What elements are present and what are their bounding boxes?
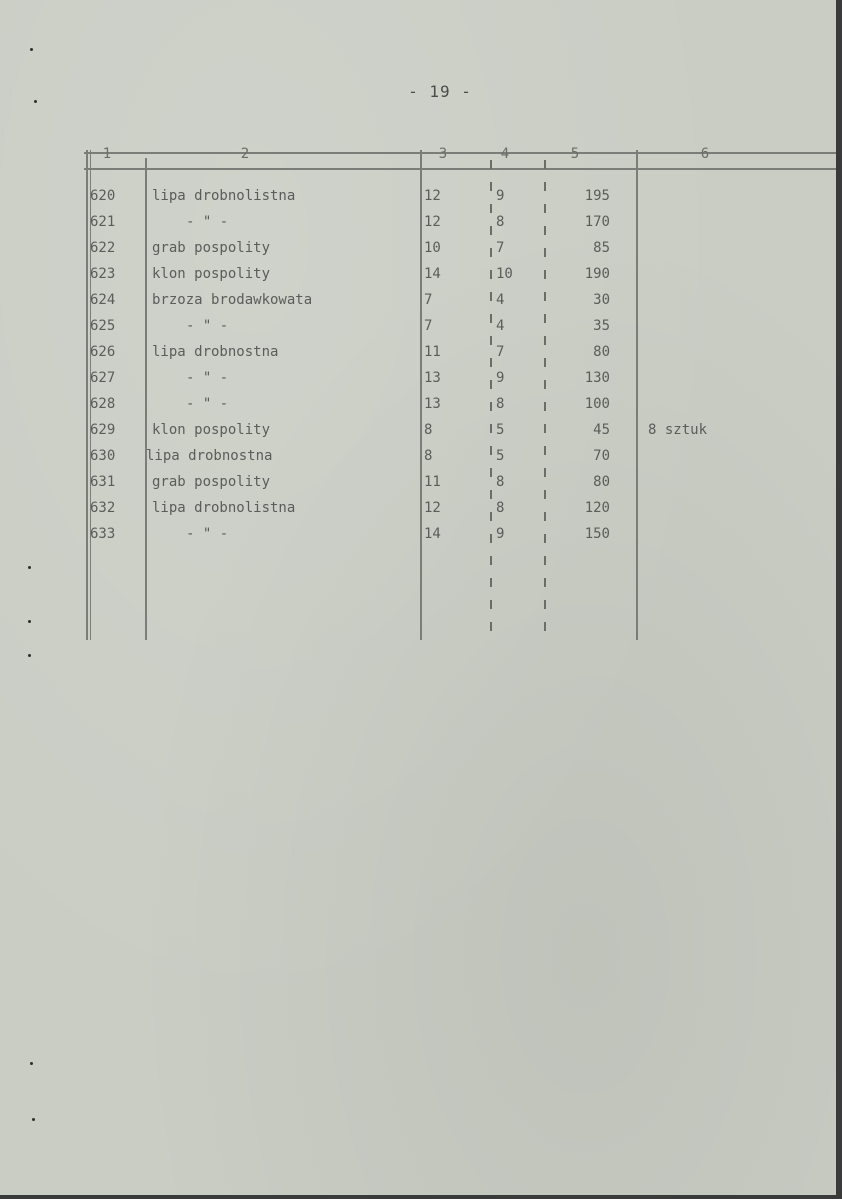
table-row (0, 474, 842, 500)
row-number: 629 (90, 422, 116, 438)
table-row (0, 318, 842, 344)
row-number: 620 (90, 188, 116, 204)
table-row (0, 214, 842, 240)
table-row (0, 396, 842, 422)
species-name: - " - (186, 396, 229, 412)
row-number: 621 (90, 214, 116, 230)
page-number: - 19 - (408, 82, 472, 101)
row-number: 627 (90, 370, 116, 386)
col-5-value: 120 (584, 500, 610, 516)
col-5-value: 170 (584, 214, 610, 230)
paper-speck (30, 1062, 33, 1065)
table-row (0, 344, 842, 370)
row-number: 632 (90, 500, 116, 516)
col-5-value: 45 (593, 422, 610, 438)
row-number: 633 (90, 526, 116, 542)
paper-speck (28, 566, 31, 569)
col-4-value: 8 (496, 396, 505, 412)
col-3-value: 12 (424, 188, 441, 204)
header-col-6: 6 (700, 146, 710, 162)
row-number: 631 (90, 474, 116, 490)
col-4-value: 8 (496, 500, 505, 516)
table-row (0, 266, 842, 292)
species-name: - " - (186, 214, 229, 230)
col-4-value: 10 (496, 266, 513, 282)
col-4-value: 4 (496, 292, 505, 308)
col-4-value: 9 (496, 188, 505, 204)
col-4-value: 5 (496, 422, 505, 438)
col-3-value: 7 (424, 292, 433, 308)
species-name: brzoza brodawkowata (152, 292, 313, 308)
col-4-value: 8 (496, 474, 505, 490)
species-name: grab pospolity (152, 474, 271, 490)
col-3-value: 7 (424, 318, 433, 334)
paper-speck (28, 620, 31, 623)
header-col-2: 2 (240, 146, 250, 162)
col-4-value: 7 (496, 344, 505, 360)
col-5-value: 100 (584, 396, 610, 412)
col-3-value: 12 (424, 500, 441, 516)
row-number: 624 (90, 292, 116, 308)
col-3-value: 8 (424, 448, 433, 464)
col-3-value: 14 (424, 526, 441, 542)
col-5-value: 195 (584, 188, 610, 204)
species-name: klon pospolity (152, 266, 271, 282)
header-col-5: 5 (570, 146, 580, 162)
col-4-value: 4 (496, 318, 505, 334)
col-5-value: 190 (584, 266, 610, 282)
table-row (0, 292, 842, 318)
col-3-value: 8 (424, 422, 433, 438)
row-number: 630 (90, 448, 116, 464)
species-name: - " - (186, 370, 229, 386)
species-name: lipa drobnolistna (152, 188, 296, 204)
row-number: 625 (90, 318, 116, 334)
col-3-value: 11 (424, 474, 441, 490)
col-5-value: 80 (593, 344, 610, 360)
col-4-value: 9 (496, 370, 505, 386)
col-3-value: 11 (424, 344, 441, 360)
species-name: lipa drobnostna (152, 344, 279, 360)
col-6-note: 8 sztuk (648, 422, 708, 438)
species-name: - " - (186, 526, 229, 542)
col-5-value: 80 (593, 474, 610, 490)
row-number: 622 (90, 240, 116, 256)
table-top-rule (84, 152, 836, 154)
col-3-value: 13 (424, 370, 441, 386)
table-row (0, 240, 842, 266)
species-name: lipa drobnolistna (152, 500, 296, 516)
table-row (0, 422, 842, 448)
table-row (0, 188, 842, 214)
species-name: grab pospolity (152, 240, 271, 256)
species-name: klon pospolity (152, 422, 271, 438)
paper-speck (30, 48, 33, 51)
col-5-value: 150 (584, 526, 610, 542)
col-5-value: 30 (593, 292, 610, 308)
col-5-value: 85 (593, 240, 610, 256)
row-number: 628 (90, 396, 116, 412)
col-5-value: 70 (593, 448, 610, 464)
table-row (0, 526, 842, 552)
header-col-3: 3 (438, 146, 448, 162)
col-3-value: 14 (424, 266, 441, 282)
table-row (0, 500, 842, 526)
table-row (0, 448, 842, 474)
paper-speck (28, 654, 31, 657)
col-4-value: 5 (496, 448, 505, 464)
species-name: lipa drobnostna (146, 448, 273, 464)
col-5-value: 130 (584, 370, 610, 386)
row-number: 626 (90, 344, 116, 360)
col-3-value: 10 (424, 240, 441, 256)
paper-speck (32, 1118, 35, 1121)
col-3-value: 12 (424, 214, 441, 230)
col-5-value: 35 (593, 318, 610, 334)
row-number: 623 (90, 266, 116, 282)
species-name: - " - (186, 318, 229, 334)
header-col-4: 4 (500, 146, 510, 162)
col-4-value: 9 (496, 526, 505, 542)
table-row (0, 370, 842, 396)
paper-speck (34, 100, 37, 103)
table-header-rule (84, 168, 836, 170)
col-4-value: 7 (496, 240, 505, 256)
col-4-value: 8 (496, 214, 505, 230)
col-3-value: 13 (424, 396, 441, 412)
header-col-1: 1 (102, 146, 112, 162)
